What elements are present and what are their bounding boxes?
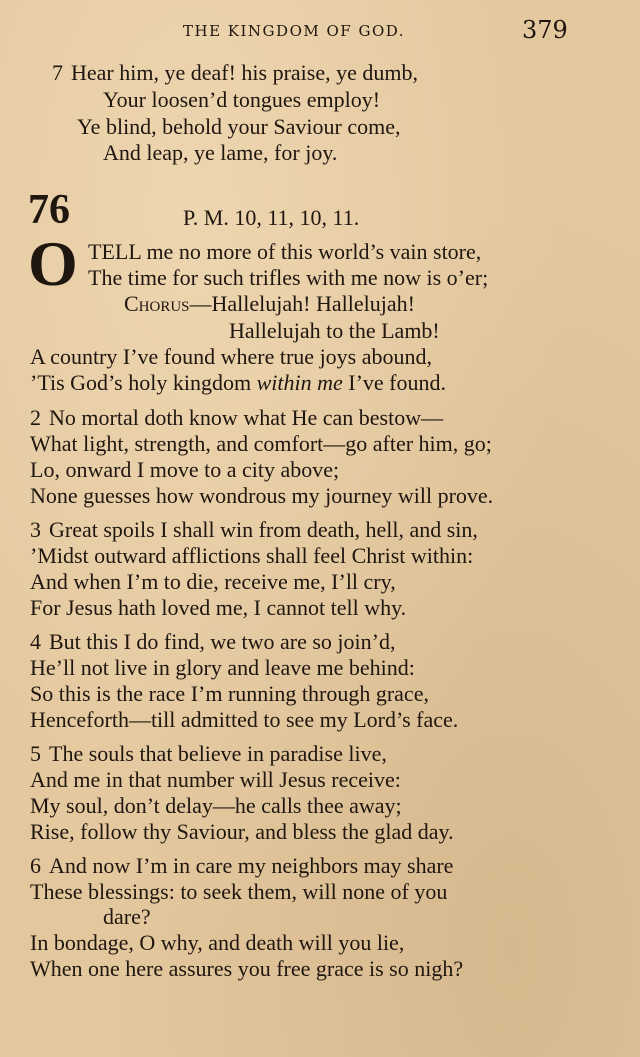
hymn-number: 76 — [28, 187, 70, 233]
verse-line-continuation: dare? — [103, 904, 151, 929]
verse-line: Rise, follow thy Saviour, and bless the glad day. — [30, 819, 454, 844]
verse-line: ’Midst outward afflictions shall feel Christ within: — [30, 543, 474, 568]
chorus-line: Hallelujah to the Lamb! — [229, 318, 440, 343]
stanza-number: 5 — [30, 741, 41, 766]
verse-line — [30, 741, 387, 767]
chorus-line — [124, 291, 415, 317]
running-head-title: THE KINGDOM OF GOD. — [183, 22, 406, 40]
verse-line: For Jesus hath loved me, I cannot tell why. — [30, 595, 407, 620]
verse-line: A country I’ve found where true joys abound, — [30, 344, 433, 369]
verse-line: Henceforth—till admitted to see my Lord’s face. — [30, 707, 459, 732]
verse-line — [30, 517, 478, 543]
verse-line: Lo, onward I move to a city above; — [30, 457, 340, 482]
verse-line: When one here assures you free grace is so nigh? — [30, 956, 464, 981]
verse-text-italic: within me — [256, 370, 343, 395]
stanza-number: 7 — [52, 60, 63, 85]
verse-text: I’ve found. — [342, 370, 446, 395]
verse-text: But this I do find, we two are so join’d, — [49, 629, 396, 654]
verse-text: ’Tis God’s holy kingdom — [30, 370, 257, 395]
verse-text: Great spoils I shall win from death, hell, and sin, — [49, 517, 478, 542]
verse-line: He’ll not live in glory and leave me behind: — [30, 655, 415, 680]
verse-line: And when I’m to die, receive me, I’ll cry, — [30, 569, 396, 594]
verse-line: And me in that number will Jesus receive: — [30, 767, 401, 792]
verse-line: TELL me no more of this world’s vain store, — [88, 239, 482, 264]
chorus-text: —Hallelujah! Hallelujah! — [189, 291, 415, 316]
verse-text: The souls that believe in paradise live, — [49, 741, 387, 766]
verse-line: The time for such trifles with me now is o’er; — [88, 265, 489, 290]
verse-text: And now I’m in care my neighbors may share — [49, 853, 454, 878]
verse-line — [30, 405, 443, 431]
verse-text: Hear him, ye deaf! his praise, ye dumb, — [71, 60, 418, 85]
chorus-label: Chorus — [124, 291, 190, 316]
verse-line: These blessings: to seek them, will none of you — [30, 879, 448, 904]
prev-stanza-line — [52, 60, 418, 86]
verse-line: My soul, don’t delay—he calls thee away; — [30, 793, 402, 818]
verse-line: None guesses how wondrous my journey will prove. — [30, 483, 494, 508]
verse-line — [30, 629, 395, 655]
prev-stanza-line: And leap, ye lame, for joy. — [103, 140, 338, 165]
verse-line — [30, 370, 446, 396]
prev-stanza-line: Ye blind, behold your Saviour come, — [77, 114, 401, 139]
stanza-number: 6 — [30, 853, 41, 878]
hymn-meter: P. M. 10, 11, 10, 11. — [183, 205, 360, 230]
drop-cap: O — [28, 228, 78, 299]
page-number: 379 — [522, 16, 568, 44]
prev-stanza-line: Your loosen’d tongues employ! — [103, 87, 381, 112]
verse-line: In bondage, O why, and death will you lie, — [30, 930, 405, 955]
running-head — [0, 16, 640, 46]
verse-line: What light, strength, and comfort—go after him, go; — [30, 431, 492, 456]
stanza-number: 3 — [30, 517, 41, 542]
stanza-number: 4 — [30, 629, 41, 654]
verse-text: No mortal doth know what He can bestow— — [49, 405, 444, 430]
verse-line — [30, 853, 453, 879]
stanza-number: 2 — [30, 405, 41, 430]
verse-line: So this is the race I’m running through grace, — [30, 681, 429, 706]
